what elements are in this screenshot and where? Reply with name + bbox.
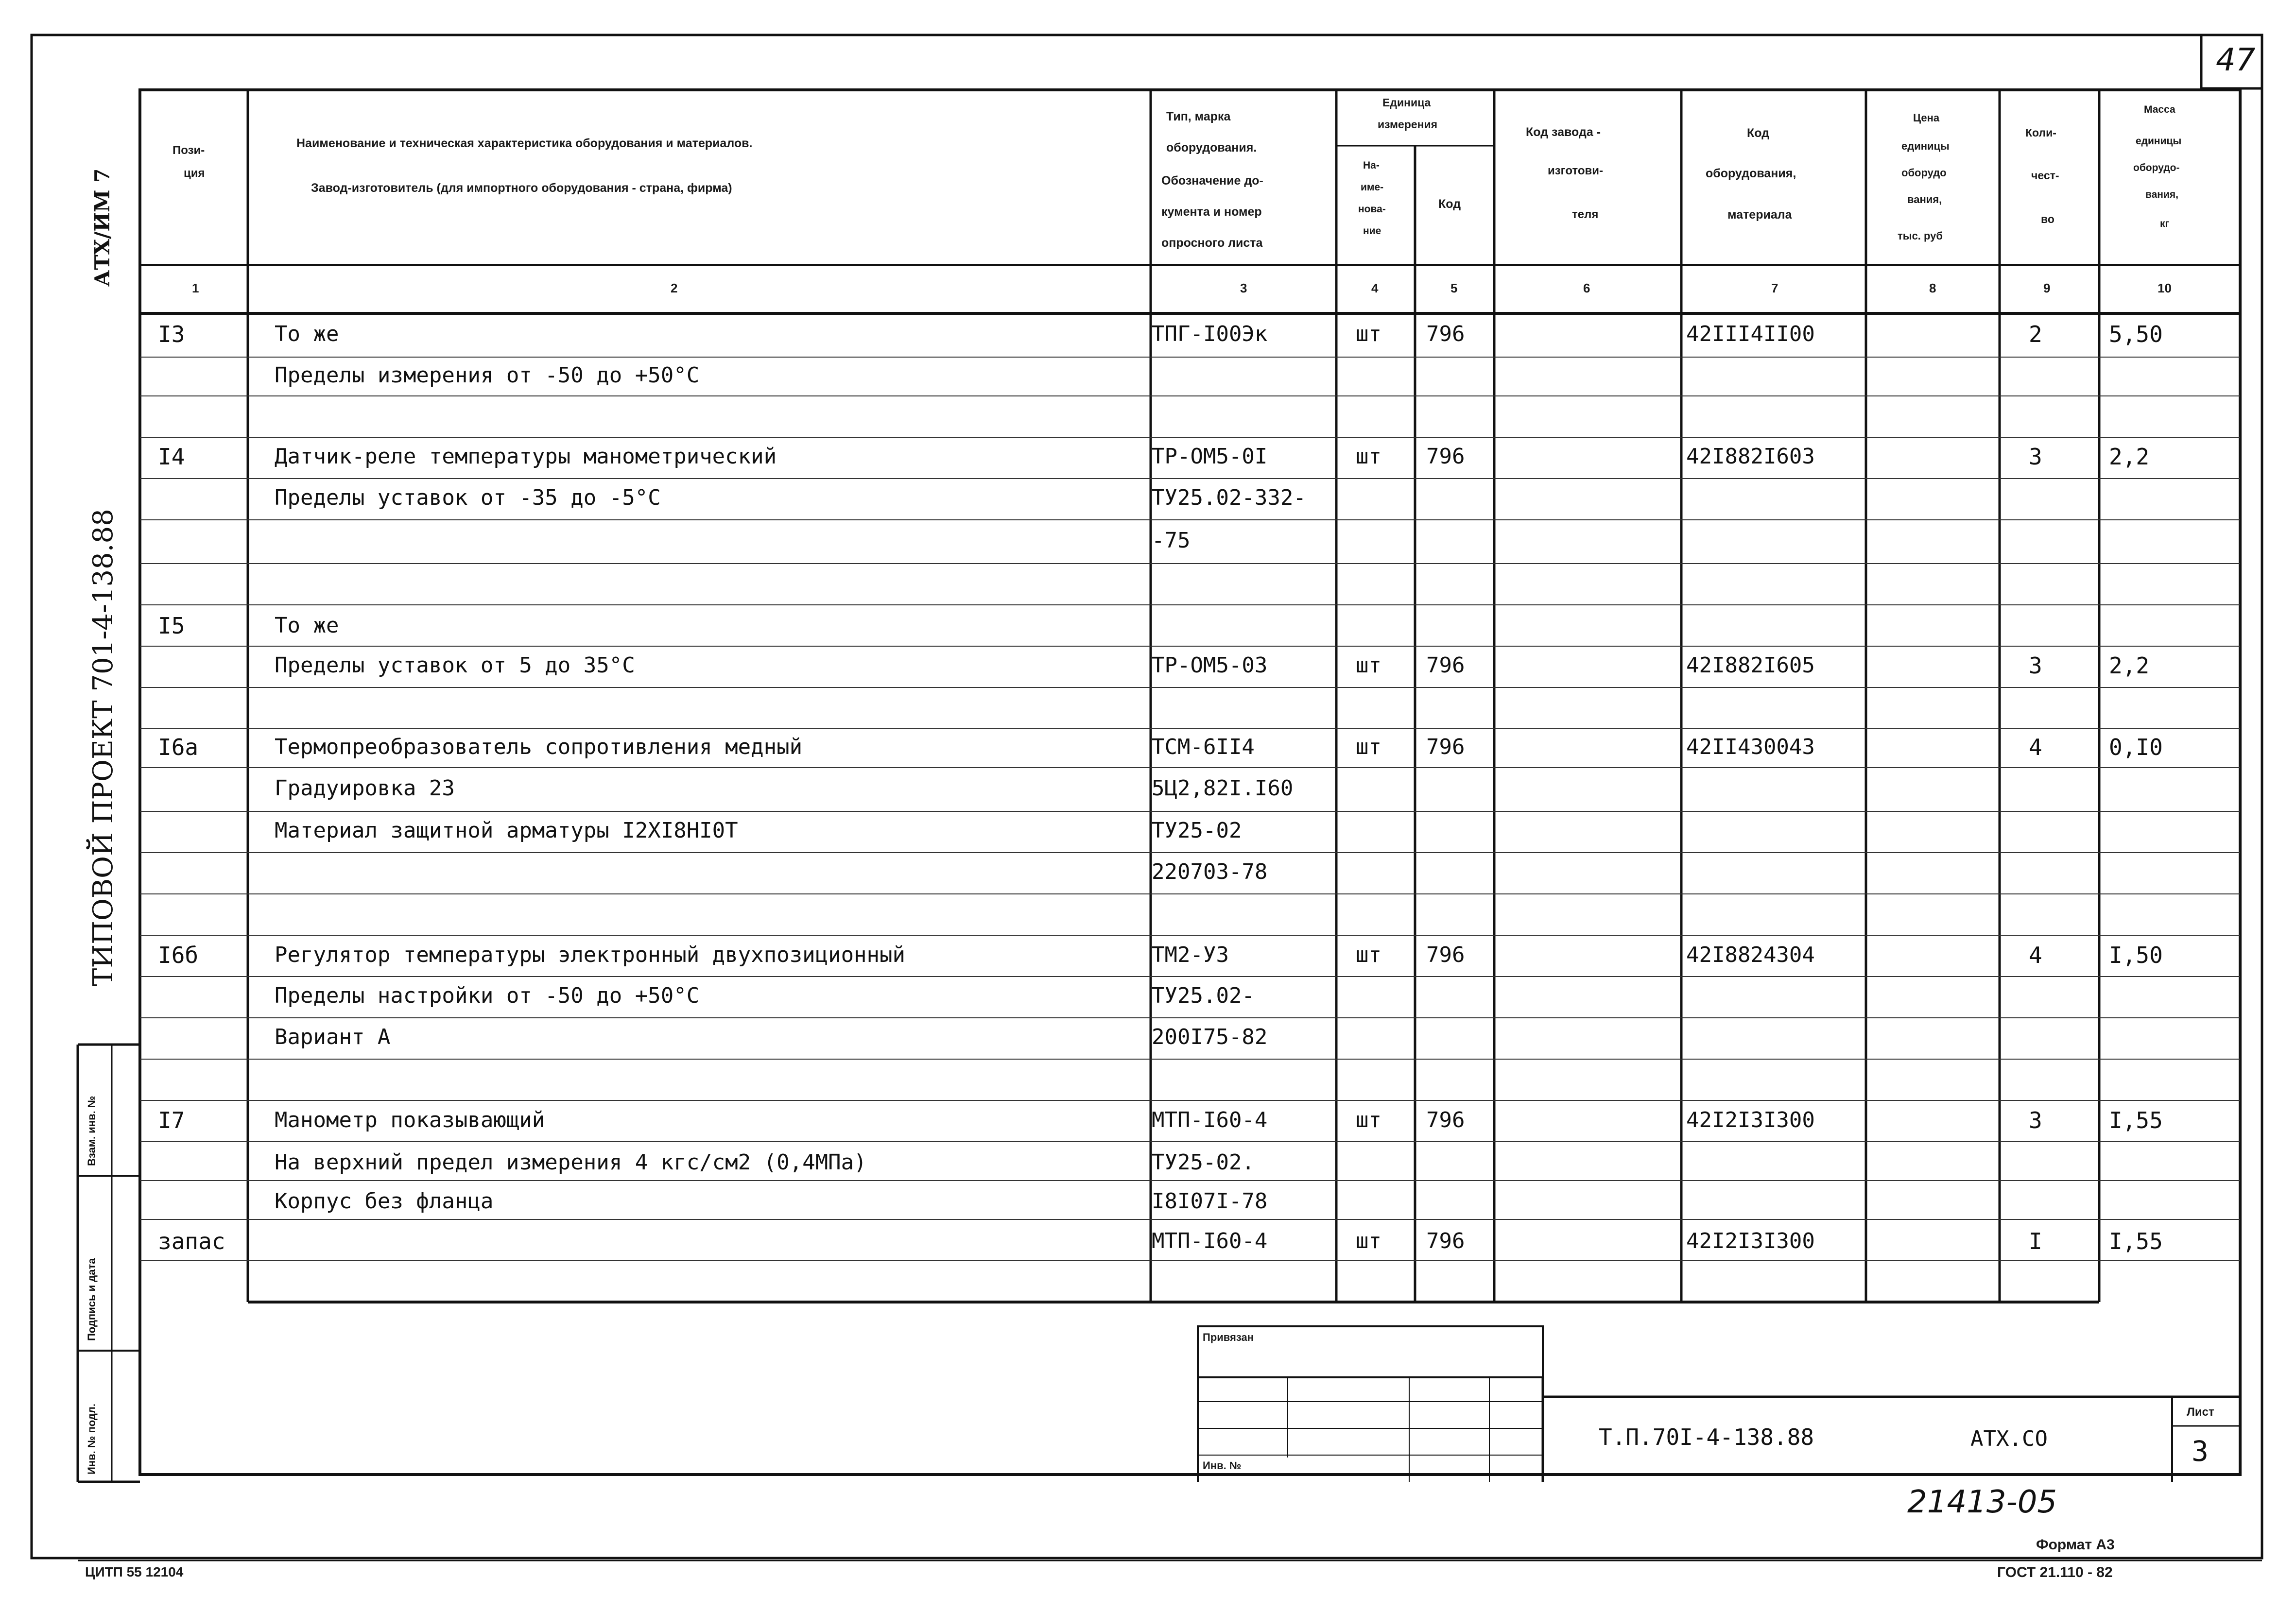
cell-type: ТУ25.02-332- [1152,485,1306,510]
cell-eqcode: 42I8824304 [1686,942,1815,967]
cell-eqcode: 42III4II00 [1686,321,1815,346]
stamp-sheet-label: Лист [2187,1406,2214,1419]
side-signature-date: Подпись и дата [86,1258,98,1341]
header-name-line2: Завод-изготовитель (для импортного оборудования - страна, фирма) [311,181,732,195]
header-qty-line1: Коли- [2025,126,2056,139]
cell-type: ТР-ОМ5-0I [1152,444,1268,469]
side-inv-original: Инв. № подл. [86,1404,98,1475]
cell-qty: 3 [2029,1107,2042,1133]
cell-name: Пределы уставок от 5 до 35°С [275,652,635,678]
cell-mass: I,55 [2109,1228,2163,1254]
cell-type: ТУ25-02. [1152,1149,1255,1175]
colnum-2: 2 [671,281,678,295]
cell-type: ТМ2-У3 [1152,942,1229,967]
handwritten-reg-number: 21413-05 [1907,1484,2057,1520]
colnum-10: 10 [2158,281,2172,295]
header-eqcode-line3: материала [1727,208,1792,222]
header-price-line3: оборудо [1901,167,1947,179]
cell-code: 796 [1426,444,1465,469]
header-qty-line3: во [2041,213,2054,225]
cell-name: Корпус без фланца [275,1188,494,1214]
cell-name: Пределы уставок от -35 до -5°С [275,485,661,510]
cell-type: ТУ25.02- [1152,983,1255,1008]
header-type-line3: Обозначение до- [1161,174,1263,188]
cell-code: 796 [1426,1228,1465,1253]
cell-pos: I5 [158,612,185,639]
page-number: 47 [2216,42,2256,78]
header-mass-line4: вания, [2145,189,2178,200]
cell-pos: I4 [158,443,185,470]
cell-name: Градуировка 23 [275,775,455,801]
header-uname-line2: име- [1361,182,1384,193]
cell-type: ТПГ-I00Эк [1152,321,1268,346]
header-mass-line3: оборудо- [2133,162,2180,173]
cell-name: Термопреобразователь сопротивления медный [275,734,803,759]
cell-pos: I3 [158,321,185,347]
colnum-7: 7 [1771,281,1778,295]
cell-unit: шт [1356,1228,1381,1253]
header-uname-line3: нова- [1358,204,1386,215]
cell-pos: I6б [158,942,199,968]
header-uname-line1: На- [1363,160,1380,171]
cell-name: Вариант А [275,1024,391,1049]
cell-type: I8I07I-78 [1152,1188,1268,1214]
cell-unit: шт [1356,444,1381,469]
header-type-line5: опросного листа [1161,236,1263,250]
cell-mass: 2,2 [2109,443,2150,470]
side-inv-replace: Взам. инв. № [86,1096,98,1166]
cell-qty: 4 [2029,734,2042,760]
cell-name: На верхний предел измерения 4 кгс/см2 (0,4МПа) [275,1149,867,1175]
cell-mass: 0,I0 [2109,734,2163,760]
header-pos-line2: ция [184,167,205,180]
cell-eqcode: 42I882I603 [1686,444,1815,469]
cell-type: ТСМ-6II4 [1152,734,1255,759]
cell-type: МТП-I60-4 [1152,1228,1268,1253]
header-unit-line2: измерения [1378,118,1438,131]
cell-eqcode: 42I2I3I300 [1686,1228,1815,1253]
cell-mass: I,50 [2109,942,2163,968]
stamp-privyazan: Привязан [1203,1331,1254,1343]
header-price-line2: единицы [1901,140,1950,152]
cell-pos: I7 [158,1107,185,1133]
header-type-line2: оборудования. [1166,141,1257,154]
stamp-designation: Т.П.70I-4-138.88 [1599,1424,1814,1450]
stamp-sheet-number: 3 [2192,1435,2209,1468]
cell-name: Манометр показывающий [275,1107,545,1132]
side-project-label: ТИПОВОЙ ПРОЕКТ 701-4-138.88 [87,509,119,986]
stamp-inv-no: Инв. № [1203,1459,1242,1472]
cell-type: 5Ц2,82I.I60 [1152,775,1294,801]
header-type-line4: кумента и номер [1161,205,1262,219]
header-unit-line1: Единица [1382,96,1431,109]
side-code-label: АТХ/ИМ 7 [90,168,114,287]
footer-left: ЦИТП 55 12104 [85,1564,184,1579]
header-name-line1: Наименование и техническая характеристика оборудования и материалов. [296,137,753,150]
cell-unit: шт [1356,652,1381,678]
header-mass-line5: кг [2160,218,2170,229]
colnum-4: 4 [1371,281,1379,295]
colnum-1: 1 [192,281,199,295]
header-factory-line3: теля [1572,208,1599,221]
cell-name: Датчик-реле температуры манометрический [275,444,777,469]
header-factory-line2: изготови- [1548,164,1604,177]
colnum-3: 3 [1240,281,1247,295]
cell-unit: шт [1356,942,1381,967]
cell-unit: шт [1356,1107,1381,1132]
cell-eqcode: 42I2I3I300 [1686,1107,1815,1132]
cell-code: 796 [1426,942,1465,967]
cell-code: 796 [1426,734,1465,759]
header-eqcode-line1: Код [1747,126,1770,140]
header-factory-line1: Код завода - [1526,125,1601,139]
cell-eqcode: 42I882I605 [1686,652,1815,678]
cell-unit: шт [1356,321,1381,346]
cell-name: То же [275,321,339,346]
cell-code: 796 [1426,1107,1465,1132]
cell-qty: 4 [2029,942,2042,968]
cell-qty: 3 [2029,443,2042,470]
cell-type: 220703-78 [1152,859,1268,884]
header-type-line1: Тип, марка [1166,110,1231,123]
colnum-5: 5 [1450,281,1458,295]
cell-name: Регулятор температуры электронный двухпозиционный [275,942,906,967]
header-mass-line1: Масса [2144,104,2175,115]
cell-name: То же [275,613,339,638]
footer-format: Формат А3 [2036,1537,2115,1553]
header-ucode: Код [1438,197,1461,211]
cell-type: МТП-I60-4 [1152,1107,1268,1132]
cell-code: 796 [1426,652,1465,678]
cell-unit: шт [1356,734,1381,759]
colnum-9: 9 [2043,281,2051,295]
header-price-line1: Цена [1913,112,1940,124]
cell-pos: запас [158,1228,225,1254]
stamp-code: АТХ.СО [1970,1426,2048,1451]
cell-mass: 2,2 [2109,652,2150,679]
header-eqcode-line2: оборудования, [1706,167,1796,180]
cell-name: Пределы измерения от -50 до +50°С [275,362,700,388]
header-mass-line2: единицы [2136,136,2182,147]
cell-name: Материал защитной арматуры I2XI8HI0T [275,818,738,843]
cell-qty: 2 [2029,321,2042,347]
cell-qty: I [2029,1228,2042,1254]
header-pos-line1: Пози- [173,144,205,157]
header-qty-line2: чест- [2031,169,2059,182]
cell-qty: 3 [2029,652,2042,679]
header-price-line4: вания, [1907,193,1942,206]
cell-code: 796 [1426,321,1465,346]
footer-gost: ГОСТ 21.110 - 82 [1997,1564,2113,1580]
cell-name: Пределы настройки от -50 до +50°С [275,983,700,1008]
header-uname-line4: ние [1363,225,1381,237]
colnum-8: 8 [1929,281,1936,295]
cell-type: -75 [1152,528,1191,553]
cell-type: 200I75-82 [1152,1024,1268,1049]
colnum-6: 6 [1583,281,1590,295]
cell-eqcode: 42II430043 [1686,734,1815,759]
cell-type: ТР-ОМ5-03 [1152,652,1268,678]
cell-pos: I6а [158,734,199,760]
cell-mass: 5,50 [2109,321,2163,347]
header-price-line5: тыс. руб [1898,230,1943,242]
cell-type: ТУ25-02 [1152,818,1242,843]
cell-mass: I,55 [2109,1107,2163,1133]
